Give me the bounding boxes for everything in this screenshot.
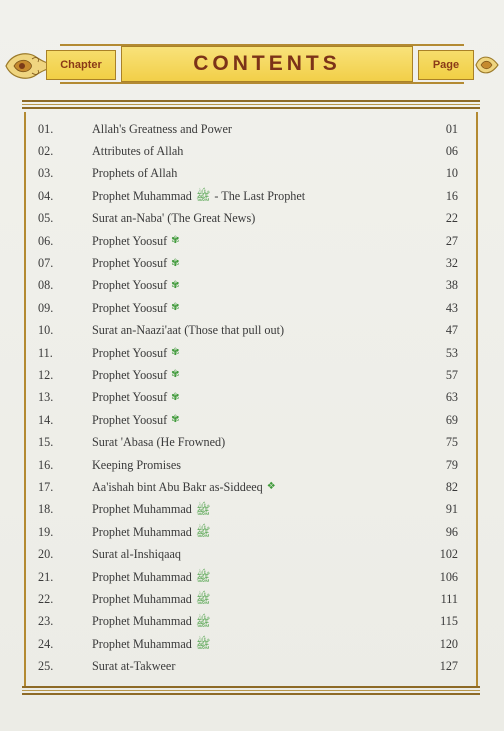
chapter-number: 12.	[38, 367, 54, 382]
page-number: 79	[445, 457, 458, 472]
page-number: 111	[440, 591, 458, 606]
chapter-title-cell	[92, 502, 418, 517]
page-number: 115	[440, 614, 458, 629]
alaihis-salam-icon: ✾	[171, 391, 180, 403]
chapter-title-cell	[92, 166, 418, 181]
chapter-title-cell	[92, 480, 418, 495]
chapter-title: Prophet Yoosuf	[92, 390, 168, 405]
toc-row	[38, 543, 458, 565]
salawat-icon: ﷺ	[195, 502, 211, 517]
chapter-number: 15.	[38, 435, 54, 450]
chapter-title-cell	[92, 323, 418, 338]
toc-row	[38, 633, 458, 655]
chapter-title: Prophet Yoosuf	[92, 233, 168, 248]
page-number: 10	[445, 166, 458, 181]
alaihis-salam-icon: ✾	[171, 347, 180, 359]
chapter-title-cell	[92, 547, 418, 562]
chapter-title-cell	[92, 390, 418, 405]
chapter-number: 25.	[38, 659, 54, 674]
page-number: 27	[445, 233, 458, 248]
toc-row	[38, 275, 458, 297]
chapter-title-cell	[92, 346, 418, 361]
toc-row	[38, 521, 458, 543]
page-number: 47	[445, 323, 458, 338]
toc-row	[38, 163, 458, 185]
alaihis-salam-icon: ✾	[171, 369, 180, 381]
chapter-title-cell	[92, 368, 418, 383]
chapter-title: Attributes of Allah	[92, 144, 184, 159]
chapter-title: Prophets of Allah	[92, 166, 178, 181]
toc-row	[38, 185, 458, 207]
chapter-title: Surat an-Naba' (The Great News)	[92, 211, 256, 226]
toc-row	[38, 476, 458, 498]
page-number: 91	[445, 502, 458, 517]
page-number: 53	[445, 345, 458, 360]
chapter-title-cell	[92, 122, 418, 137]
chapter-number: 02.	[38, 144, 54, 159]
chapter-number: 21.	[38, 569, 54, 584]
chapter-number: 11.	[38, 345, 53, 360]
chapter-title: Keeping Promises	[92, 457, 182, 472]
chapter-number: 07.	[38, 256, 54, 271]
radiyallahu-anha-icon: ❖	[266, 481, 276, 493]
toc-row	[38, 208, 458, 230]
chapter-title: Surat 'Abasa (He Frowned)	[92, 435, 226, 450]
chapter-title: Prophet Yoosuf	[92, 278, 168, 293]
toc-row	[38, 230, 458, 252]
chapter-title: Prophet Muhammad	[92, 188, 192, 203]
chapter-number: 17.	[38, 479, 54, 494]
salawat-icon: ﷺ	[195, 592, 211, 607]
chapter-title: Prophet Muhammad	[92, 502, 192, 517]
alaihis-salam-icon: ✾	[171, 302, 180, 314]
page-number: 120	[439, 636, 458, 651]
page-number: 96	[445, 524, 458, 539]
alaihis-salam-icon: ✾	[171, 235, 180, 247]
page-number: 38	[445, 278, 458, 293]
table-of-contents	[38, 118, 458, 678]
page-number: 43	[445, 300, 458, 315]
chapter-number: 08.	[38, 278, 54, 293]
page-column-label: Page	[418, 50, 474, 80]
salawat-icon: ﷺ	[195, 614, 211, 629]
chapter-number: 13.	[38, 390, 54, 405]
toc-row	[38, 387, 458, 409]
chapter-title-cell	[92, 458, 418, 473]
page-number: 63	[445, 390, 458, 405]
ornament-right-icon	[474, 50, 500, 80]
chapter-number: 14.	[38, 412, 54, 427]
chapter-title: Prophet Muhammad	[92, 614, 192, 629]
chapter-title-cell	[92, 592, 418, 607]
chapter-title-cell	[92, 256, 418, 271]
toc-row	[38, 342, 458, 364]
page-number: 32	[445, 256, 458, 271]
frame-bottom-border	[22, 686, 480, 698]
chapter-column-label: Chapter	[46, 50, 116, 80]
chapter-title: Prophet Yoosuf	[92, 256, 168, 271]
toc-row	[38, 140, 458, 162]
chapter-title: Surat al-Inshiqaaq	[92, 547, 182, 562]
chapter-title: Prophet Muhammad	[92, 569, 192, 584]
chapter-title-cell	[92, 435, 418, 450]
header-rule-bottom	[60, 82, 464, 84]
toc-row	[38, 499, 458, 521]
chapter-title-cell	[92, 614, 418, 629]
toc-row	[38, 588, 458, 610]
toc-row	[38, 364, 458, 386]
chapter-title-cell	[92, 189, 418, 204]
chapter-title: Surat at-Takweer	[92, 659, 176, 674]
page-number: 22	[445, 211, 458, 226]
toc-row	[38, 454, 458, 476]
frame-right-border	[476, 112, 478, 686]
chapter-title-cell	[92, 234, 418, 249]
contents-header	[0, 40, 504, 100]
toc-row	[38, 566, 458, 588]
chapter-title-cell	[92, 659, 418, 674]
alaihis-salam-icon: ✾	[171, 257, 180, 269]
page-title: CONTENTS	[121, 46, 413, 82]
toc-row	[38, 118, 458, 140]
frame-left-border	[24, 112, 26, 686]
page-number: 57	[445, 367, 458, 382]
chapter-number: 06.	[38, 233, 54, 248]
toc-row	[38, 320, 458, 342]
page-number: 75	[445, 435, 458, 450]
chapter-title-suffix: - The Last Prophet	[214, 188, 306, 203]
toc-row	[38, 431, 458, 453]
chapter-title-cell	[92, 278, 418, 293]
chapter-title: Prophet Yoosuf	[92, 345, 168, 360]
chapter-number: 18.	[38, 502, 54, 517]
chapter-number: 24.	[38, 636, 54, 651]
toc-row	[38, 611, 458, 633]
chapter-number: 19.	[38, 524, 54, 539]
page-number: 69	[445, 412, 458, 427]
chapter-title-cell	[92, 144, 418, 159]
chapter-title-cell	[92, 301, 418, 316]
chapter-title: Surat an-Naazi'aat (Those that pull out)	[92, 323, 285, 338]
toc-row	[38, 655, 458, 677]
chapter-number: 23.	[38, 614, 54, 629]
chapter-title: Prophet Muhammad	[92, 524, 192, 539]
chapter-number: 22.	[38, 591, 54, 606]
chapter-number: 16.	[38, 457, 54, 472]
chapter-title: Prophet Muhammad	[92, 636, 192, 651]
page-number: 16	[445, 188, 458, 203]
page-number: 01	[445, 121, 458, 136]
chapter-title: Allah's Greatness and Power	[92, 121, 232, 136]
chapter-title-cell	[92, 525, 418, 540]
chapter-title: Prophet Yoosuf	[92, 412, 168, 427]
toc-row	[38, 297, 458, 319]
chapter-number: 01.	[38, 121, 54, 136]
page-number: 102	[439, 547, 458, 562]
page-number: 06	[445, 144, 458, 159]
page-number: 127	[439, 659, 458, 674]
chapter-number: 03.	[38, 166, 54, 181]
chapter-number: 10.	[38, 323, 54, 338]
chapter-number: 09.	[38, 300, 54, 315]
chapter-title-cell	[92, 637, 418, 652]
chapter-title: Prophet Yoosuf	[92, 300, 168, 315]
frame-top-border	[22, 100, 480, 112]
chapter-number: 05.	[38, 211, 54, 226]
chapter-title-cell	[92, 570, 418, 585]
salawat-icon: ﷺ	[195, 570, 211, 584]
salawat-icon: ﷺ	[195, 525, 211, 540]
chapter-title-cell	[92, 211, 418, 226]
salawat-icon: ﷺ	[195, 189, 211, 204]
salawat-icon: ﷺ	[195, 637, 211, 652]
chapter-title-cell	[92, 413, 418, 428]
chapter-number: 20.	[38, 547, 54, 562]
page-number: 106	[439, 569, 458, 584]
alaihis-salam-icon: ✾	[171, 414, 180, 426]
toc-row	[38, 409, 458, 431]
chapter-title: Prophet Muhammad	[92, 591, 192, 606]
chapter-title: Prophet Yoosuf	[92, 367, 168, 382]
chapter-title: Aa'ishah bint Abu Bakr as-Siddeeq	[92, 479, 263, 494]
alaihis-salam-icon: ✾	[171, 279, 180, 291]
toc-row	[38, 252, 458, 274]
chapter-number: 04.	[38, 188, 54, 203]
page-number: 82	[445, 479, 458, 494]
